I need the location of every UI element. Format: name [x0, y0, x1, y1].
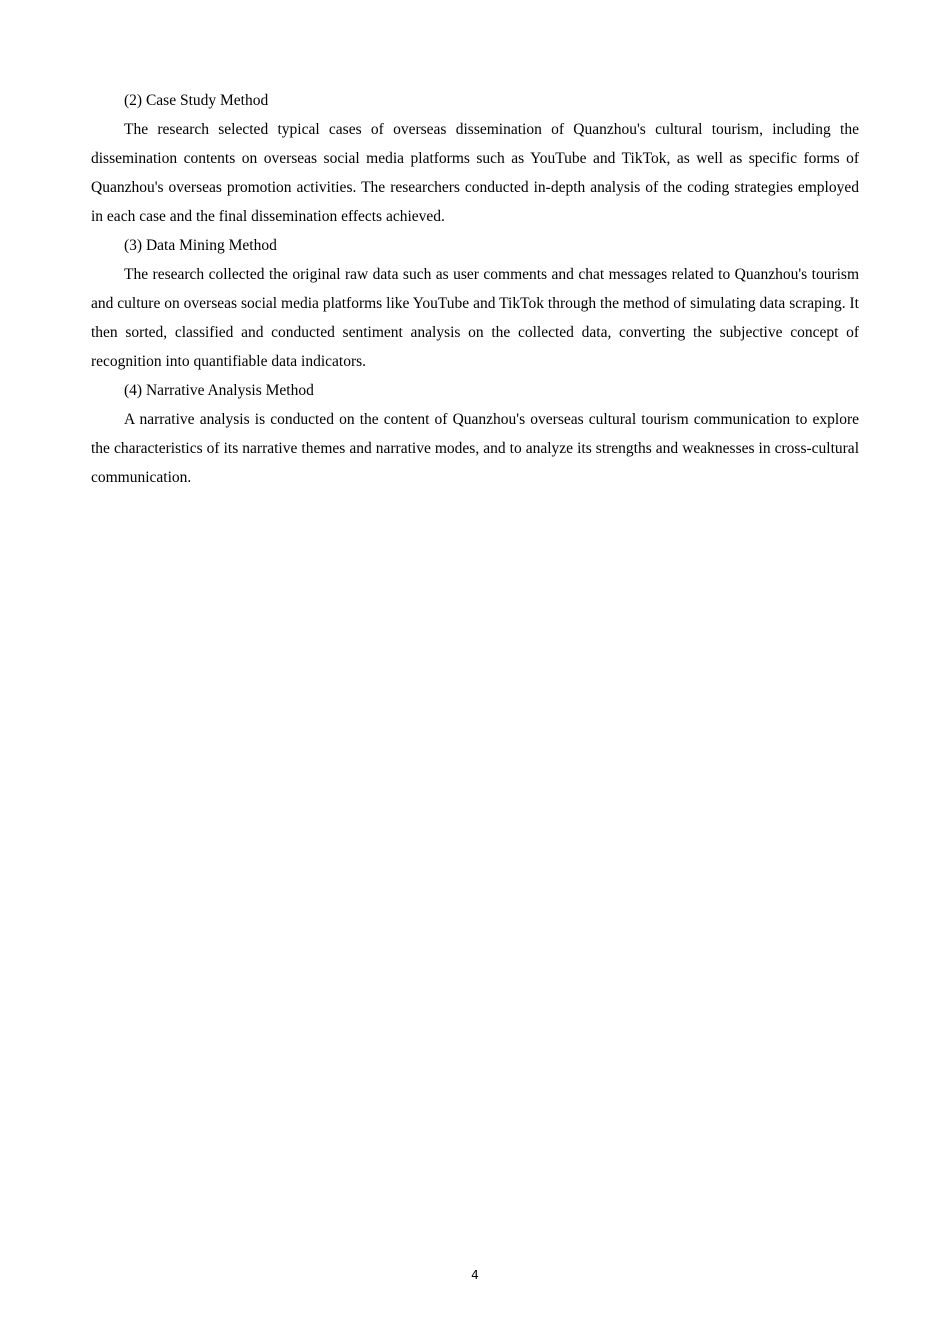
page-number: 4 — [471, 1268, 479, 1282]
section-paragraph-narrative-analysis: A narrative analysis is conducted on the content of Quanzhou's overseas cultural tourism communication to explore the characteristics of its narrative themes and narrative modes, and to analyze its strengths and weaknesses in cross-cultural communication. — [91, 411, 859, 486]
section-paragraph-data-mining: The research collected the original raw data such as user comments and chat messages related to Quanzhou's tourism and culture on overseas social media platforms like YouTube and TikTok through the method of simulating data scraping. It then sorted, classified and conducted sentiment analysis on the collected data, converting the subjective concept of recognition into quantifiable data indicators. — [91, 266, 859, 370]
section-paragraph-case-study: The research selected typical cases of overseas dissemination of Quanzhou's cultural tourism, including the dissemination contents on overseas social media platforms such as YouTube and TikTok, as well as specific forms of Quanzhou's overseas promotion activities. The researchers conducted in-depth analysis of the coding strategies employed in each case and the final dissemination effects achieved. — [91, 121, 859, 225]
section-heading-case-study: (2) Case Study Method — [124, 92, 269, 109]
section-heading-data-mining: (3) Data Mining Method — [124, 237, 277, 254]
section-heading-narrative-analysis: (4) Narrative Analysis Method — [124, 382, 314, 399]
document-body — [91, 86, 859, 492]
